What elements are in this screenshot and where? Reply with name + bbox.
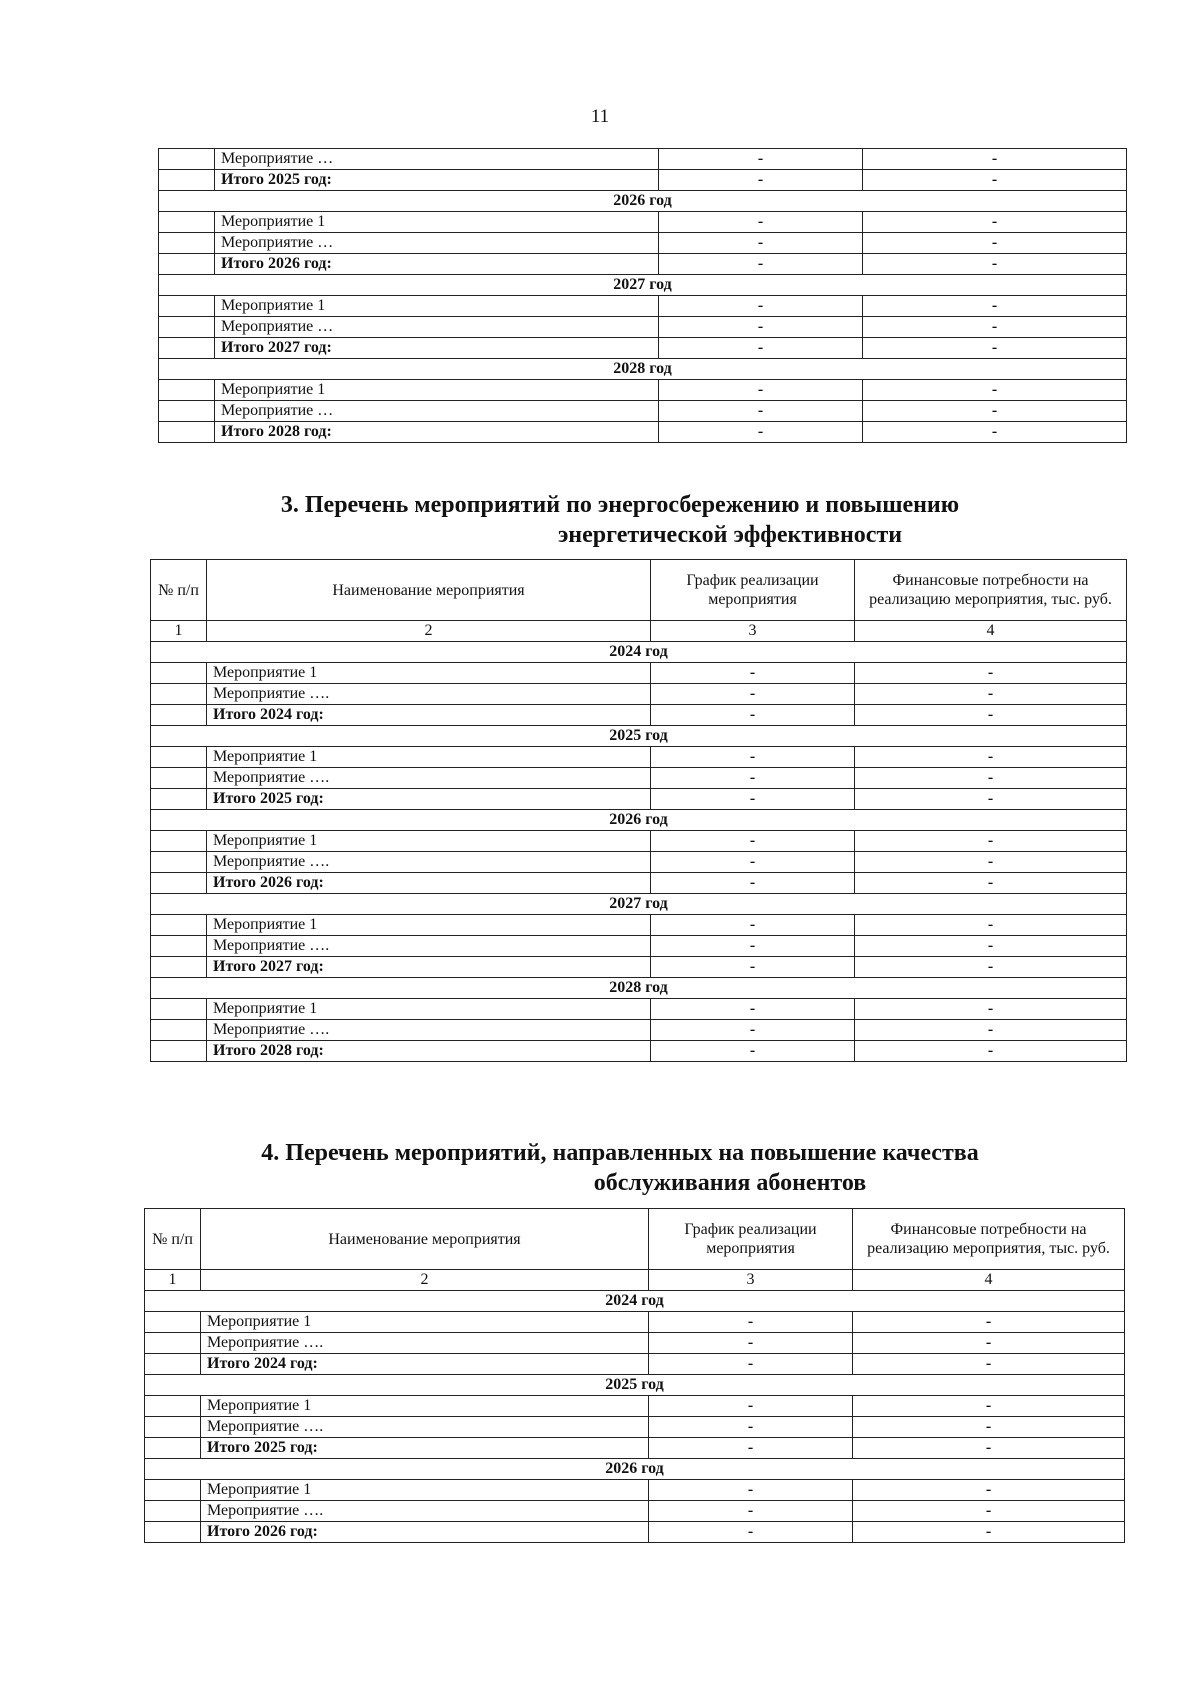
event-name: Мероприятие 1 <box>207 747 651 768</box>
total-label: Итого 2025 год: <box>207 789 651 810</box>
total-row <box>151 705 1127 726</box>
event-name: Мероприятие 1 <box>201 1312 649 1333</box>
row-number-cell <box>159 296 215 317</box>
total-row <box>159 338 1127 359</box>
finance-cell: - <box>855 684 1127 705</box>
event-name: Мероприятие 1 <box>201 1480 649 1501</box>
row-number-cell <box>145 1417 201 1438</box>
header-name: Наименование мероприятия <box>201 1209 649 1270</box>
row-number-cell <box>151 873 207 894</box>
schedule-cell: - <box>651 915 855 936</box>
schedule-cell: - <box>649 1312 853 1333</box>
header-finance: Финансовые потребности на реализацию мероприятия, тыс. руб. <box>853 1209 1125 1270</box>
page-number: 11 <box>590 106 610 127</box>
finance-cell: - <box>855 831 1127 852</box>
schedule-cell: - <box>651 705 855 726</box>
event-name: Мероприятие 1 <box>201 1396 649 1417</box>
total-row <box>159 422 1127 443</box>
event-name: Мероприятие 1 <box>215 380 659 401</box>
row-number-cell <box>151 936 207 957</box>
year-group-row <box>159 275 1127 296</box>
row-number-cell <box>151 1020 207 1041</box>
column-numbers-row <box>151 621 1127 642</box>
schedule-cell: - <box>659 401 863 422</box>
event-row <box>145 1396 1125 1417</box>
finance-cell: - <box>863 380 1127 401</box>
column-number: 4 <box>853 1270 1125 1291</box>
event-name: Мероприятие … <box>215 401 659 422</box>
schedule-cell: - <box>659 170 863 191</box>
event-row <box>145 1417 1125 1438</box>
schedule-cell: - <box>649 1333 853 1354</box>
section-4-title: 4. Перечень мероприятий, направленных на повышение качества обслуживания абонентов <box>261 1140 979 1196</box>
year-group-row <box>151 978 1127 999</box>
schedule-cell: - <box>659 338 863 359</box>
finance-cell: - <box>855 768 1127 789</box>
finance-cell: - <box>855 1041 1127 1062</box>
finance-cell: - <box>855 705 1127 726</box>
event-row <box>145 1333 1125 1354</box>
column-number: 3 <box>651 621 855 642</box>
finance-cell: - <box>863 401 1127 422</box>
row-number-cell <box>159 317 215 338</box>
schedule-cell: - <box>659 254 863 275</box>
year-heading: 2024 год <box>145 1291 1125 1312</box>
continued-events-table <box>158 148 1127 443</box>
year-heading: 2025 год <box>145 1375 1125 1396</box>
year-heading: 2028 год <box>159 359 1127 380</box>
table-header-row <box>145 1209 1125 1270</box>
schedule-cell: - <box>651 789 855 810</box>
schedule-cell: - <box>651 936 855 957</box>
row-number-cell <box>159 380 215 401</box>
column-number: 3 <box>649 1270 853 1291</box>
finance-cell: - <box>855 663 1127 684</box>
finance-cell: - <box>863 338 1127 359</box>
event-row <box>151 852 1127 873</box>
schedule-cell: - <box>649 1501 853 1522</box>
year-heading: 2025 год <box>151 726 1127 747</box>
year-group-row <box>151 810 1127 831</box>
total-label: Итого 2027 год: <box>207 957 651 978</box>
column-numbers-row <box>145 1270 1125 1291</box>
event-name: Мероприятие … <box>215 149 659 170</box>
column-number: 4 <box>855 621 1127 642</box>
year-heading: 2028 год <box>151 978 1127 999</box>
event-row <box>159 149 1127 170</box>
schedule-cell: - <box>649 1480 853 1501</box>
event-name: Мероприятие 1 <box>207 915 651 936</box>
event-row <box>151 936 1127 957</box>
row-number-cell <box>151 663 207 684</box>
schedule-cell: - <box>651 852 855 873</box>
schedule-cell: - <box>651 999 855 1020</box>
schedule-cell: - <box>651 747 855 768</box>
event-name: Мероприятие 1 <box>215 212 659 233</box>
finance-cell: - <box>863 422 1127 443</box>
row-number-cell <box>145 1312 201 1333</box>
row-number-cell <box>145 1480 201 1501</box>
event-row <box>151 831 1127 852</box>
event-name: Мероприятие …. <box>207 768 651 789</box>
finance-cell: - <box>853 1480 1125 1501</box>
year-heading: 2027 год <box>151 894 1127 915</box>
row-number-cell <box>151 852 207 873</box>
row-number-cell <box>151 957 207 978</box>
event-row <box>145 1501 1125 1522</box>
event-row <box>159 380 1127 401</box>
schedule-cell: - <box>649 1438 853 1459</box>
schedule-cell: - <box>649 1396 853 1417</box>
schedule-cell: - <box>649 1522 853 1543</box>
row-number-cell <box>151 831 207 852</box>
total-label: Итого 2024 год: <box>207 705 651 726</box>
total-label: Итого 2024 год: <box>201 1354 649 1375</box>
row-number-cell <box>159 338 215 359</box>
total-row <box>145 1438 1125 1459</box>
finance-cell: - <box>863 149 1127 170</box>
year-group-row <box>159 359 1127 380</box>
finance-cell: - <box>853 1396 1125 1417</box>
finance-cell: - <box>863 317 1127 338</box>
column-number: 1 <box>145 1270 201 1291</box>
event-name: Мероприятие …. <box>207 936 651 957</box>
finance-cell: - <box>853 1522 1125 1543</box>
total-row <box>145 1522 1125 1543</box>
finance-cell: - <box>863 296 1127 317</box>
total-row <box>151 1041 1127 1062</box>
year-group-row <box>151 894 1127 915</box>
event-row <box>159 401 1127 422</box>
schedule-cell: - <box>659 422 863 443</box>
year-group-row <box>145 1291 1125 1312</box>
year-heading: 2026 год <box>151 810 1127 831</box>
year-group-row <box>145 1459 1125 1480</box>
event-row <box>159 296 1127 317</box>
schedule-cell: - <box>659 233 863 254</box>
finance-cell: - <box>855 1020 1127 1041</box>
year-group-row <box>151 726 1127 747</box>
event-row <box>151 999 1127 1020</box>
schedule-cell: - <box>649 1354 853 1375</box>
row-number-cell <box>159 401 215 422</box>
finance-cell: - <box>855 936 1127 957</box>
schedule-cell: - <box>659 296 863 317</box>
column-number: 2 <box>201 1270 649 1291</box>
row-number-cell <box>145 1354 201 1375</box>
event-row <box>159 233 1127 254</box>
row-number-cell <box>151 768 207 789</box>
event-name: Мероприятие …. <box>207 852 651 873</box>
header-name: Наименование мероприятия <box>207 560 651 621</box>
year-heading: 2024 год <box>151 642 1127 663</box>
total-label: Итого 2025 год: <box>201 1438 649 1459</box>
row-number-cell <box>151 789 207 810</box>
schedule-cell: - <box>659 317 863 338</box>
total-row <box>159 170 1127 191</box>
header-number: № п/п <box>145 1209 201 1270</box>
finance-cell: - <box>853 1354 1125 1375</box>
event-row <box>151 684 1127 705</box>
event-name: Мероприятие …. <box>201 1501 649 1522</box>
total-row <box>151 873 1127 894</box>
year-group-row <box>145 1375 1125 1396</box>
event-row <box>151 1020 1127 1041</box>
year-group-row <box>159 191 1127 212</box>
total-label: Итого 2028 год: <box>215 422 659 443</box>
finance-cell: - <box>853 1417 1125 1438</box>
row-number-cell <box>159 149 215 170</box>
finance-cell: - <box>863 170 1127 191</box>
row-number-cell <box>145 1396 201 1417</box>
schedule-cell: - <box>651 684 855 705</box>
event-name: Мероприятие … <box>215 317 659 338</box>
row-number-cell <box>159 233 215 254</box>
event-row <box>159 317 1127 338</box>
row-number-cell <box>151 747 207 768</box>
event-name: Мероприятие …. <box>201 1417 649 1438</box>
finance-cell: - <box>853 1501 1125 1522</box>
event-name: Мероприятие 1 <box>207 831 651 852</box>
column-number: 2 <box>207 621 651 642</box>
energy-saving-events-table <box>150 559 1127 1062</box>
finance-cell: - <box>853 1333 1125 1354</box>
event-name: Мероприятие 1 <box>207 999 651 1020</box>
column-number: 1 <box>151 621 207 642</box>
event-row <box>145 1480 1125 1501</box>
schedule-cell: - <box>649 1417 853 1438</box>
total-label: Итого 2027 год: <box>215 338 659 359</box>
event-name: Мероприятие 1 <box>215 296 659 317</box>
event-row <box>151 768 1127 789</box>
row-number-cell <box>151 705 207 726</box>
table-header-row <box>151 560 1127 621</box>
row-number-cell <box>159 212 215 233</box>
event-name: Мероприятие 1 <box>207 663 651 684</box>
total-row <box>145 1354 1125 1375</box>
year-group-row <box>151 642 1127 663</box>
finance-cell: - <box>863 212 1127 233</box>
finance-cell: - <box>863 254 1127 275</box>
schedule-cell: - <box>651 831 855 852</box>
total-label: Итого 2028 год: <box>207 1041 651 1062</box>
row-number-cell <box>159 254 215 275</box>
total-row <box>151 957 1127 978</box>
schedule-cell: - <box>651 1041 855 1062</box>
finance-cell: - <box>855 789 1127 810</box>
event-name: Мероприятие …. <box>207 1020 651 1041</box>
schedule-cell: - <box>651 768 855 789</box>
row-number-cell <box>145 1333 201 1354</box>
row-number-cell <box>151 915 207 936</box>
header-schedule: График реализации мероприятия <box>649 1209 853 1270</box>
row-number-cell <box>151 684 207 705</box>
total-label: Итого 2026 год: <box>215 254 659 275</box>
row-number-cell <box>145 1501 201 1522</box>
event-row <box>159 212 1127 233</box>
row-number-cell <box>159 170 215 191</box>
header-number: № п/п <box>151 560 207 621</box>
header-schedule: График реализации мероприятия <box>651 560 855 621</box>
event-row <box>151 663 1127 684</box>
year-heading: 2026 год <box>159 191 1127 212</box>
event-row <box>145 1312 1125 1333</box>
finance-cell: - <box>855 957 1127 978</box>
year-heading: 2026 год <box>145 1459 1125 1480</box>
row-number-cell <box>159 422 215 443</box>
finance-cell: - <box>855 747 1127 768</box>
header-finance: Финансовые потребности на реализацию мероприятия, тыс. руб. <box>855 560 1127 621</box>
event-name: Мероприятие …. <box>207 684 651 705</box>
schedule-cell: - <box>651 663 855 684</box>
finance-cell: - <box>855 999 1127 1020</box>
finance-cell: - <box>853 1438 1125 1459</box>
schedule-cell: - <box>651 873 855 894</box>
row-number-cell <box>151 999 207 1020</box>
year-heading: 2027 год <box>159 275 1127 296</box>
row-number-cell <box>151 1041 207 1062</box>
total-row <box>151 789 1127 810</box>
total-row <box>159 254 1127 275</box>
event-row <box>151 915 1127 936</box>
event-name: Мероприятие …. <box>201 1333 649 1354</box>
schedule-cell: - <box>659 149 863 170</box>
total-label: Итого 2025 год: <box>215 170 659 191</box>
total-label: Итого 2026 год: <box>201 1522 649 1543</box>
finance-cell: - <box>855 873 1127 894</box>
section-3-title: 3. Перечень мероприятий по энергосбережению и повышению энергетической эффективности <box>280 492 960 548</box>
finance-cell: - <box>855 852 1127 873</box>
finance-cell: - <box>855 915 1127 936</box>
schedule-cell: - <box>659 380 863 401</box>
total-label: Итого 2026 год: <box>207 873 651 894</box>
schedule-cell: - <box>659 212 863 233</box>
finance-cell: - <box>853 1312 1125 1333</box>
event-name: Мероприятие … <box>215 233 659 254</box>
finance-cell: - <box>863 233 1127 254</box>
schedule-cell: - <box>651 957 855 978</box>
customer-service-events-table <box>144 1208 1125 1543</box>
schedule-cell: - <box>651 1020 855 1041</box>
row-number-cell <box>145 1438 201 1459</box>
event-row <box>151 747 1127 768</box>
row-number-cell <box>145 1522 201 1543</box>
